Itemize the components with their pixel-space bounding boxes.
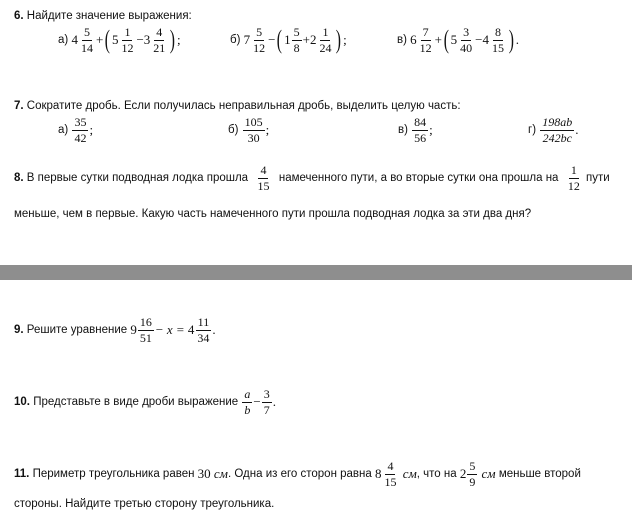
task-6-b-label: б) (230, 34, 241, 47)
fraction: 5 9 (469, 459, 476, 489)
terminator: . (515, 32, 519, 48)
mixed-whole: 8 (374, 466, 382, 482)
left-paren: ( (443, 25, 449, 55)
terminator: . (575, 122, 579, 138)
mixed-whole: 4 (187, 322, 195, 338)
terminator: . (212, 322, 216, 338)
left-paren: ( (105, 25, 111, 55)
task-6-a-label: а) (58, 34, 69, 47)
mixed-whole: 3 (143, 32, 151, 48)
fraction: 4 15 (384, 459, 397, 489)
task-7-d-label: г) (528, 124, 537, 137)
task-6-heading (14, 10, 192, 22)
task-7-d (528, 116, 578, 144)
terminator: ; (343, 32, 347, 48)
task-11-line-1 (14, 460, 581, 488)
fraction: 16 51 (139, 315, 152, 345)
task-7-b-label: б) (228, 124, 239, 137)
task-10-text: Представьте в виде дроби выражение (33, 396, 239, 409)
fraction: 84 56 (414, 115, 427, 145)
task-11-text-4: меньше второй (498, 468, 581, 481)
fraction: 35 42 (74, 115, 87, 145)
fraction: 1 12 (121, 25, 134, 55)
right-paren: ) (508, 25, 514, 55)
fraction: 198ab 242bc (542, 115, 573, 145)
fraction: 3 40 (460, 25, 473, 55)
operator: + (302, 32, 310, 48)
task-11-text-2: . Одна из его сторон равна (227, 468, 372, 481)
operator: + (434, 32, 442, 48)
fraction: 5 14 (80, 25, 93, 55)
section-separator (0, 265, 632, 280)
task-10-number: 10. (14, 396, 30, 409)
perimeter-value: 30 (197, 466, 211, 482)
right-paren: ) (170, 25, 176, 55)
mixed-whole: 4 (71, 32, 78, 48)
task-11-line-2: стороны. Найдите третью сторону треугольника. (14, 498, 275, 510)
task-10 (14, 388, 276, 416)
fraction: 105 30 (244, 115, 263, 145)
fraction: 4 15 (257, 163, 270, 193)
operator: − (253, 394, 261, 410)
mixed-whole: 2 (459, 466, 467, 482)
task-11-number: 11. (14, 468, 30, 481)
task-6-a (58, 26, 181, 54)
fraction: $\frac{3}{7}$ (263, 387, 270, 417)
task-6-b (230, 26, 347, 54)
task-8-number: 8. (14, 172, 24, 185)
operator: − (475, 32, 483, 48)
task-7-number: 7. (14, 100, 24, 112)
task-11-text-3: , что на (416, 468, 457, 481)
task-9-number: 9. (14, 324, 24, 337)
mixed-whole: 7 (243, 32, 251, 48)
terminator: . (272, 394, 277, 410)
task-6-c (397, 26, 519, 54)
task-7-c-label: в) (398, 124, 408, 137)
fraction: 7 12 (419, 25, 432, 55)
left-paren: ( (277, 25, 283, 55)
task-6-number: 6. (14, 10, 24, 22)
fraction: a b (244, 387, 251, 417)
fraction: 1 12 (567, 163, 580, 193)
right-paren: ) (336, 25, 342, 55)
task-8-text-3: пути (586, 172, 610, 185)
task-8-line-2: меньше, чем в первые. Какую часть намеченного пути прошла подводная лодка за эти два дня? (14, 208, 532, 220)
equation-middle: − x = (154, 322, 185, 338)
task-7-heading (14, 100, 461, 112)
operator: − (136, 32, 144, 48)
task-7-b (228, 116, 269, 144)
operator: + (95, 32, 104, 48)
mixed-whole: 4 (482, 32, 490, 48)
mixed-whole: 5 (450, 32, 458, 48)
mixed-whole: 2 (309, 32, 317, 48)
terminator: ; (429, 122, 433, 138)
fraction: 5 8 (293, 25, 300, 55)
operator: − (268, 32, 276, 48)
task-8-text-1: В первые сутки подводная лодка прошла (26, 172, 249, 185)
task-7-text: Сократите дробь. Если получилась неправильная дробь, выделить целую часть: (26, 100, 461, 112)
task-9 (14, 316, 216, 344)
terminator: ; (176, 32, 181, 48)
fraction: 5 12 (253, 25, 266, 55)
mixed-whole: 6 (410, 32, 417, 48)
fraction: 4 21 (153, 25, 166, 55)
task-8-text-2: намеченного пути, а во вторые сутки она прошла на (278, 172, 559, 185)
fraction: 11 34 (197, 315, 210, 345)
task-7-a-label: а) (58, 124, 69, 137)
task-7-c (398, 116, 433, 144)
task-7-a (58, 116, 93, 144)
task-6-text: Найдите значение выражения: (26, 10, 192, 22)
mixed-whole: 5 (111, 32, 119, 48)
unit: см (481, 466, 496, 482)
fraction: 8 15 (492, 25, 505, 55)
fraction: 1 24 (319, 25, 332, 55)
unit: см (213, 466, 228, 482)
task-8-line-1 (14, 164, 610, 192)
terminator: ; (265, 122, 270, 138)
task-11-text-1: Периметр треугольника равен (32, 468, 195, 481)
task-9-text: Решите уравнение (26, 324, 128, 337)
mixed-whole: 9 (130, 322, 137, 338)
task-6-c-label: в) (397, 34, 407, 47)
terminator: ; (89, 122, 94, 138)
mixed-whole: 1 (284, 32, 291, 48)
unit: см (402, 466, 417, 482)
